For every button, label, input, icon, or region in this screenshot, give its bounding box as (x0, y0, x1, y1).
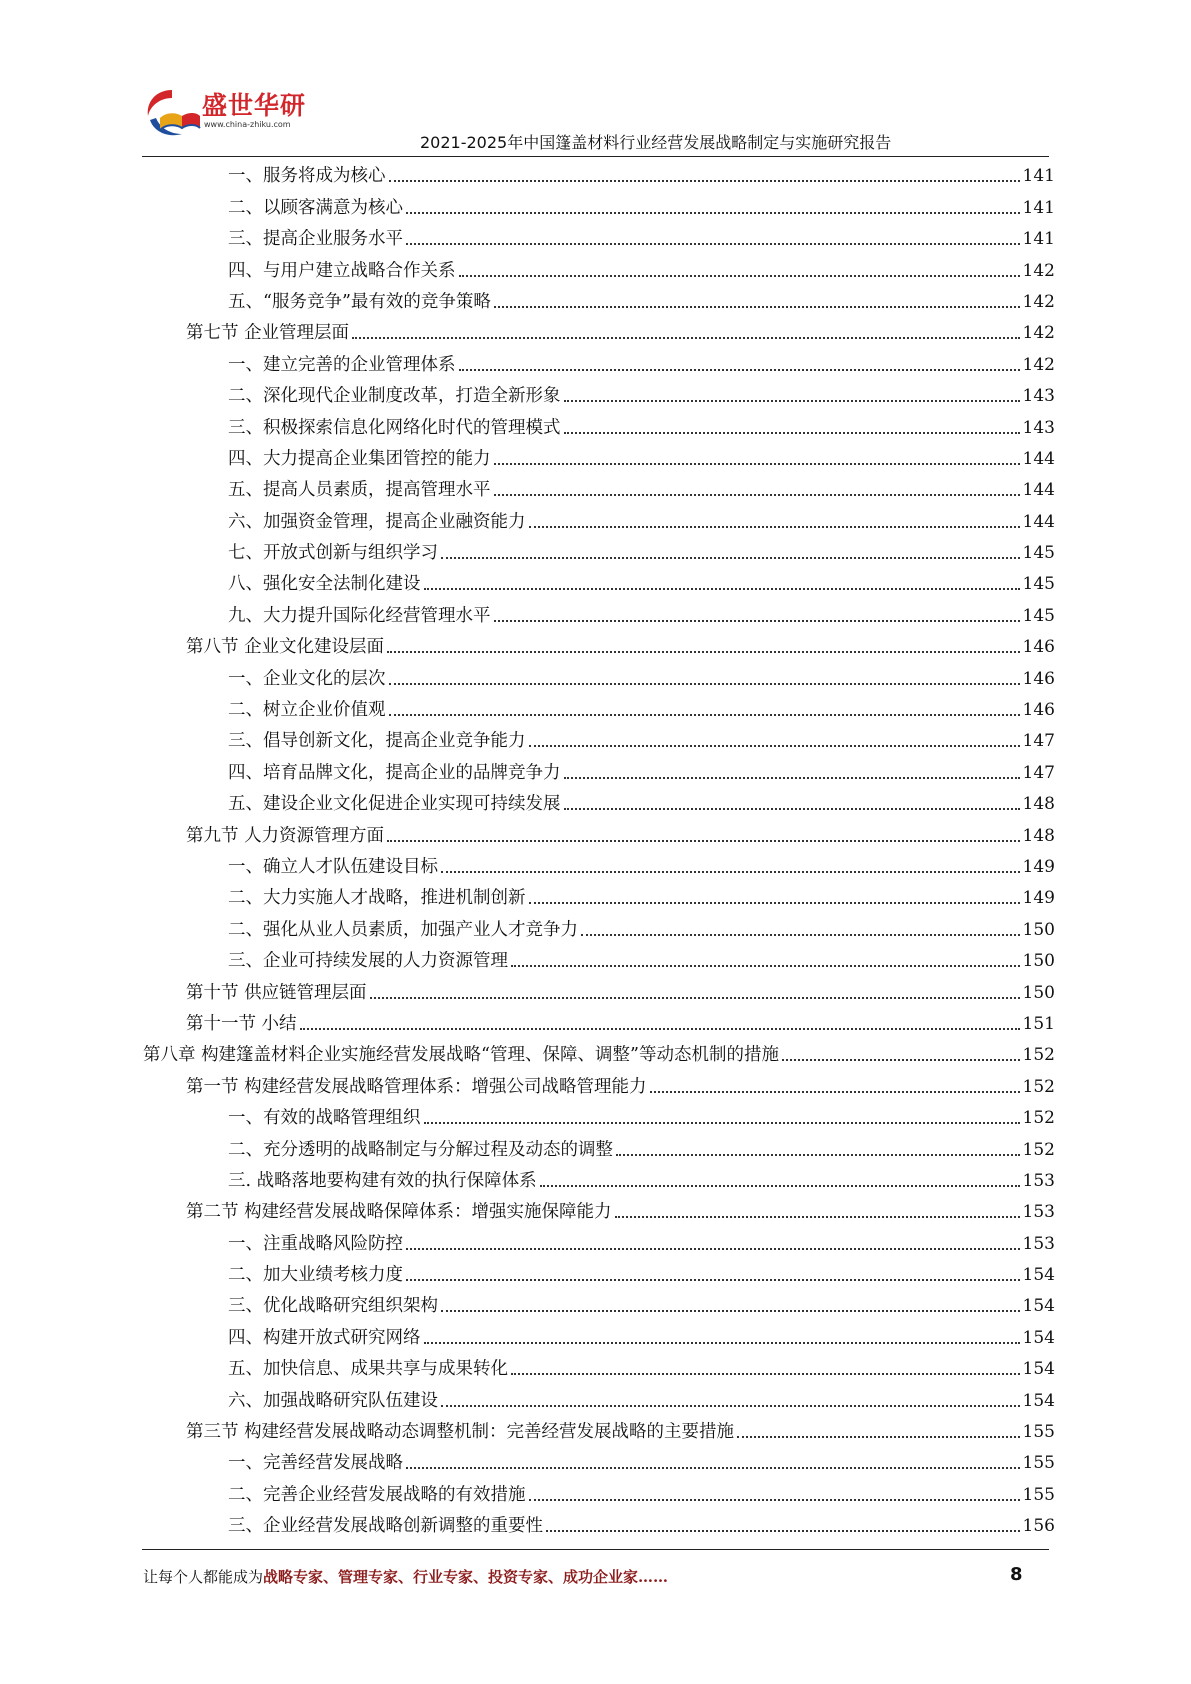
toc-entry[interactable] (0, 1259, 1191, 1290)
toc-entry[interactable] (0, 1133, 1191, 1164)
toc-entry[interactable] (0, 254, 1191, 285)
company-logo (142, 84, 312, 144)
toc-entry-title: 八、强化安全法制化建设 (228, 574, 421, 595)
toc-entry-page: 154 (1022, 1390, 1055, 1411)
toc-dot-leader (441, 1405, 1020, 1407)
toc-entry-page: 146 (1022, 700, 1055, 721)
toc-entry[interactable] (0, 223, 1191, 254)
toc-entry[interactable] (0, 1447, 1191, 1478)
toc-entry[interactable] (0, 1196, 1191, 1227)
toc-entry-title: 三、倡导创新文化，提高企业竞争能力 (228, 731, 526, 752)
toc-dot-leader (540, 1185, 1020, 1187)
toc-entry[interactable] (0, 788, 1191, 819)
toc-entry-page: 151 (1022, 1013, 1055, 1034)
toc-dot-leader (564, 432, 1020, 434)
toc-dot-leader (782, 1059, 1020, 1061)
toc-entry-title: 三、积极探索信息化网络化时代的管理模式 (228, 417, 561, 438)
toc-entry-page: 141 (1022, 166, 1055, 187)
toc-entry-title: 第十一节 小结 (186, 1013, 297, 1034)
toc-dot-leader (650, 1091, 1020, 1093)
toc-entry-page: 146 (1022, 637, 1055, 658)
toc-entry-page: 143 (1022, 417, 1055, 438)
toc-dot-leader (529, 526, 1020, 528)
toc-entry[interactable] (0, 756, 1191, 787)
toc-entry[interactable] (0, 191, 1191, 222)
toc-entry-page: 156 (1022, 1516, 1055, 1537)
toc-dot-leader (370, 997, 1020, 999)
toc-entry[interactable] (0, 411, 1191, 442)
toc-dot-leader (441, 1310, 1020, 1312)
toc-entry-page: 150 (1022, 919, 1055, 940)
toc-entry[interactable] (0, 380, 1191, 411)
toc-dot-leader (406, 1279, 1020, 1281)
toc-entry-title: 第十节 供应链管理层面 (186, 982, 367, 1003)
toc-entry-page: 144 (1022, 448, 1055, 469)
toc-entry[interactable] (0, 286, 1191, 317)
footer-slogan (143, 1566, 668, 1587)
toc-entry[interactable] (0, 819, 1191, 850)
toc-entry-title: 三、企业可持续发展的人力资源管理 (228, 951, 508, 972)
toc-entry[interactable] (0, 945, 1191, 976)
toc-dot-leader (581, 934, 1020, 936)
page-number: 8 (1010, 1564, 1023, 1585)
toc-dot-leader (389, 180, 1020, 182)
toc-dot-leader (529, 902, 1020, 904)
toc-dot-leader (494, 463, 1020, 465)
toc-entry-title: 五、建设企业文化促进企业实现可持续发展 (228, 794, 561, 815)
toc-entry-title: 二、充分透明的战略制定与分解过程及动态的调整 (228, 1139, 613, 1160)
toc-entry-page: 148 (1022, 825, 1055, 846)
toc-entry[interactable] (0, 599, 1191, 630)
toc-entry-page: 146 (1022, 668, 1055, 689)
toc-entry-page: 154 (1022, 1327, 1055, 1348)
toc-entry[interactable] (0, 474, 1191, 505)
toc-dot-leader (529, 1499, 1020, 1501)
toc-entry[interactable] (0, 1290, 1191, 1321)
toc-entry[interactable] (0, 725, 1191, 756)
toc-entry[interactable] (0, 568, 1191, 599)
toc-dot-leader (616, 1154, 1020, 1156)
toc-entry-title: 一、有效的战略管理组织 (228, 1108, 421, 1129)
toc-dot-leader (494, 306, 1020, 308)
toc-dot-leader (441, 557, 1020, 559)
toc-entry-title: 六、加强战略研究队伍建设 (228, 1390, 438, 1411)
toc-entry-title: 二、树立企业价值观 (228, 700, 386, 721)
footer-divider (142, 1549, 1049, 1550)
toc-entry[interactable] (0, 1416, 1191, 1447)
toc-entry-page: 148 (1022, 794, 1055, 815)
toc-entry-page: 141 (1022, 229, 1055, 250)
toc-dot-leader (529, 745, 1020, 747)
toc-dot-leader (564, 400, 1020, 402)
toc-entry-page: 150 (1022, 982, 1055, 1003)
footer-slogan-prefix: 让每个人都能成为 (143, 1568, 264, 1586)
toc-entry-title: 二、以顾客满意为核心 (228, 197, 403, 218)
toc-entry-title: 四、构建开放式研究网络 (228, 1327, 421, 1348)
toc-entry[interactable] (0, 317, 1191, 348)
toc-entry-title: 九、大力提升国际化经营管理水平 (228, 605, 491, 626)
toc-entry-page: 142 (1022, 323, 1055, 344)
toc-entry-title: 二、完善企业经营发展战略的有效措施 (228, 1484, 526, 1505)
toc-dot-leader (459, 369, 1020, 371)
toc-dot-leader (494, 494, 1020, 496)
toc-entry-title: 第一节 构建经营发展战略管理体系：增强公司战略管理能力 (186, 1076, 647, 1097)
toc-entry-page: 147 (1022, 731, 1055, 752)
toc-entry[interactable] (0, 1165, 1191, 1196)
toc-dot-leader (389, 714, 1020, 716)
toc-dot-leader (389, 683, 1020, 685)
header-divider (142, 156, 1049, 157)
toc-entry-title: 第二节 构建经营发展战略保障体系：增强实施保障能力 (186, 1202, 612, 1223)
toc-entry-page: 152 (1022, 1108, 1055, 1129)
toc-entry-page: 155 (1022, 1422, 1055, 1443)
toc-entry-title: 一、企业文化的层次 (228, 668, 386, 689)
toc-dot-leader (511, 965, 1020, 967)
footer-slogan-highlight: 战略专家、管理专家、行业专家、投资专家、成功企业家…… (263, 1568, 669, 1586)
toc-dot-leader (564, 808, 1020, 810)
toc-entry-page: 149 (1022, 856, 1055, 877)
toc-entry-page: 142 (1022, 291, 1055, 312)
toc-entry-title: 六、加强资金管理，提高企业融资能力 (228, 511, 526, 532)
toc-entry-title: 三、提高企业服务水平 (228, 229, 403, 250)
toc-entry-page: 153 (1022, 1202, 1055, 1223)
toc-entry-page: 149 (1022, 888, 1055, 909)
toc-entry-page: 142 (1022, 354, 1055, 375)
toc-entry[interactable] (0, 1510, 1191, 1541)
logo-emblem-icon (142, 84, 202, 144)
toc-entry-title: 一、服务将成为核心 (228, 166, 386, 187)
toc-entry-page: 145 (1022, 574, 1055, 595)
toc-entry[interactable] (0, 662, 1191, 693)
toc-entry-title: 五、提高人员素质，提高管理水平 (228, 480, 491, 501)
toc-dot-leader (406, 243, 1020, 245)
toc-dot-leader (737, 1436, 1019, 1438)
toc-entry[interactable] (0, 537, 1191, 568)
toc-entry-title: 二、深化现代企业制度改革，打造全新形象 (228, 386, 561, 407)
toc-entry-page: 153 (1022, 1233, 1055, 1254)
toc-entry[interactable] (0, 851, 1191, 882)
toc-entry-title: 第七节 企业管理层面 (186, 323, 350, 344)
toc-entry-page: 154 (1022, 1359, 1055, 1380)
toc-entry-page: 152 (1022, 1045, 1055, 1066)
toc-dot-leader (546, 1530, 1020, 1532)
toc-dot-leader (424, 1122, 1020, 1124)
toc-entry[interactable] (0, 1070, 1191, 1101)
toc-entry-title: 一、注重战略风险防控 (228, 1233, 403, 1254)
toc-dot-leader (564, 777, 1020, 779)
toc-entry-title: 一、确立人才队伍建设目标 (228, 856, 438, 877)
toc-dot-leader (494, 620, 1020, 622)
toc-entry-page: 154 (1022, 1265, 1055, 1286)
toc-entry[interactable] (0, 1102, 1191, 1133)
toc-dot-leader (406, 1467, 1020, 1469)
toc-dot-leader (406, 212, 1020, 214)
toc-dot-leader (424, 588, 1020, 590)
toc-entry-page: 145 (1022, 543, 1055, 564)
toc-entry[interactable] (0, 160, 1191, 191)
toc-dot-leader (459, 275, 1020, 277)
report-title: 2021-2025年中国篷盖材料行业经营发展战略制定与实施研究报告 (420, 133, 892, 152)
toc-dot-leader (424, 1342, 1020, 1344)
toc-entry-title: 第三节 构建经营发展战略动态调整机制：完善经营发展战略的主要措施 (186, 1422, 735, 1443)
toc-entry-page: 152 (1022, 1076, 1055, 1097)
toc-entry-title: 七、开放式创新与组织学习 (228, 543, 438, 564)
toc-entry-page: 142 (1022, 260, 1055, 281)
toc-entry-title: 三、优化战略研究组织架构 (228, 1296, 438, 1317)
toc-dot-leader (387, 651, 1019, 653)
toc-dot-leader (441, 871, 1020, 873)
toc-entry-page: 141 (1022, 197, 1055, 218)
toc-entry-title: 四、大力提高企业集团管控的能力 (228, 448, 491, 469)
toc-entry-page: 152 (1022, 1139, 1055, 1160)
toc-dot-leader (406, 1248, 1020, 1250)
toc-entry-title: 五、加快信息、成果共享与成果转化 (228, 1359, 508, 1380)
toc-entry-title: 一、建立完善的企业管理体系 (228, 354, 456, 375)
toc-entry[interactable] (0, 631, 1191, 662)
toc-entry[interactable] (0, 1353, 1191, 1384)
toc-entry[interactable] (0, 882, 1191, 913)
toc-entry[interactable] (0, 443, 1191, 474)
toc-dot-leader (387, 840, 1019, 842)
toc-entry-page: 155 (1022, 1453, 1055, 1474)
toc-entry[interactable] (0, 1227, 1191, 1258)
toc-entry-title: 四、培育品牌文化，提高企业的品牌竞争力 (228, 762, 561, 783)
toc-entry[interactable] (0, 348, 1191, 379)
logo-name: 盛世华研 (202, 91, 307, 120)
toc-entry-page: 150 (1022, 951, 1055, 972)
toc-entry-title: 四、与用户建立战略合作关系 (228, 260, 456, 281)
toc-entry-title: 二、强化从业人员素质，加强产业人才竞争力 (228, 919, 578, 940)
toc-entry[interactable] (0, 976, 1191, 1007)
toc-entry-page: 155 (1022, 1484, 1055, 1505)
toc-entry[interactable] (0, 505, 1191, 536)
logo-url: www.china-zhiku.com (204, 120, 291, 129)
toc-entry[interactable] (0, 913, 1191, 944)
toc-entry-title: 三. 战略落地要构建有效的执行保障体系 (228, 1170, 537, 1191)
toc-dot-leader (511, 1373, 1020, 1375)
toc-dot-leader (615, 1216, 1020, 1218)
toc-entry-title: 一、完善经营发展战略 (228, 1453, 403, 1474)
toc-entry-title: 第八节 企业文化建设层面 (186, 637, 385, 658)
toc-entry-page: 144 (1022, 511, 1055, 532)
toc-entry[interactable] (0, 1008, 1191, 1039)
toc-entry[interactable] (0, 694, 1191, 725)
toc-entry-title: 第九节 人力资源管理方面 (186, 825, 385, 846)
toc-entry[interactable] (0, 1478, 1191, 1509)
toc-entry[interactable] (0, 1384, 1191, 1415)
toc-entry-title: 二、大力实施人才战略，推进机制创新 (228, 888, 526, 909)
toc-entry-title: 五、“服务竞争”最有效的竞争策略 (228, 291, 491, 312)
toc-entry-page: 145 (1022, 605, 1055, 626)
toc-entry-page: 143 (1022, 386, 1055, 407)
toc-entry-page: 154 (1022, 1296, 1055, 1317)
toc-entry-page: 144 (1022, 480, 1055, 501)
toc-dot-leader (352, 337, 1019, 339)
toc-entry[interactable] (0, 1039, 1191, 1070)
toc-entry-title: 二、加大业绩考核力度 (228, 1265, 403, 1286)
toc-dot-leader (300, 1028, 1020, 1030)
table-of-contents (0, 160, 1191, 1541)
toc-entry-title: 三、企业经营发展战略创新调整的重要性 (228, 1516, 543, 1537)
toc-entry-page: 153 (1022, 1170, 1055, 1191)
toc-entry[interactable] (0, 1321, 1191, 1352)
toc-entry-title: 第八章 构建篷盖材料企业实施经营发展战略“管理、保障、调整”等动态机制的措施 (143, 1045, 779, 1066)
toc-entry-page: 147 (1022, 762, 1055, 783)
